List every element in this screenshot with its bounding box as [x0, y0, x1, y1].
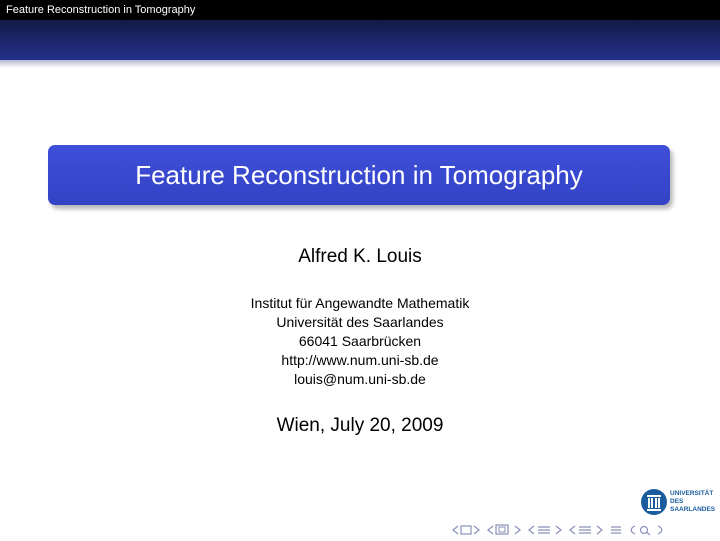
- header-band: [0, 20, 720, 60]
- institute-email: louis@num.uni-sb.de: [294, 371, 426, 387]
- logo-text-line: DES: [670, 498, 684, 505]
- slide-date: Wien, July 20, 2009: [276, 415, 444, 436]
- institute-line: Institut für Angewandte Mathematik: [250, 295, 470, 311]
- title-box: [48, 145, 670, 205]
- header-band-shadow: [0, 60, 720, 68]
- institute-line: Universität des Saarlandes: [276, 314, 444, 330]
- slide-title: Feature Reconstruction in Tomography: [135, 159, 583, 190]
- university-logo: [640, 488, 716, 518]
- author: Alfred K. Louis: [298, 246, 422, 267]
- logo-text-line: UNIVERSITÄT: [670, 490, 714, 497]
- headline-title[interactable]: Feature Reconstruction in Tomography: [6, 4, 196, 16]
- search-icon[interactable]: [629, 524, 665, 536]
- logo-text-line: SAARLANDES: [670, 506, 716, 513]
- institute-block: [0, 294, 720, 389]
- logo-text: [670, 490, 715, 514]
- subsection-icon[interactable]: [528, 524, 562, 536]
- institute-url: http://www.num.uni-sb.de: [281, 352, 439, 368]
- align-icon[interactable]: [610, 524, 622, 536]
- frame-icon[interactable]: [487, 524, 521, 536]
- beamer-navigation: [452, 523, 714, 537]
- university-emblem-icon: [640, 488, 668, 516]
- institute-line: 66041 Saarbrücken: [298, 333, 422, 349]
- headline-bar: [0, 0, 720, 20]
- section-icon[interactable]: [569, 524, 603, 536]
- slide-first-icon[interactable]: [452, 524, 480, 536]
